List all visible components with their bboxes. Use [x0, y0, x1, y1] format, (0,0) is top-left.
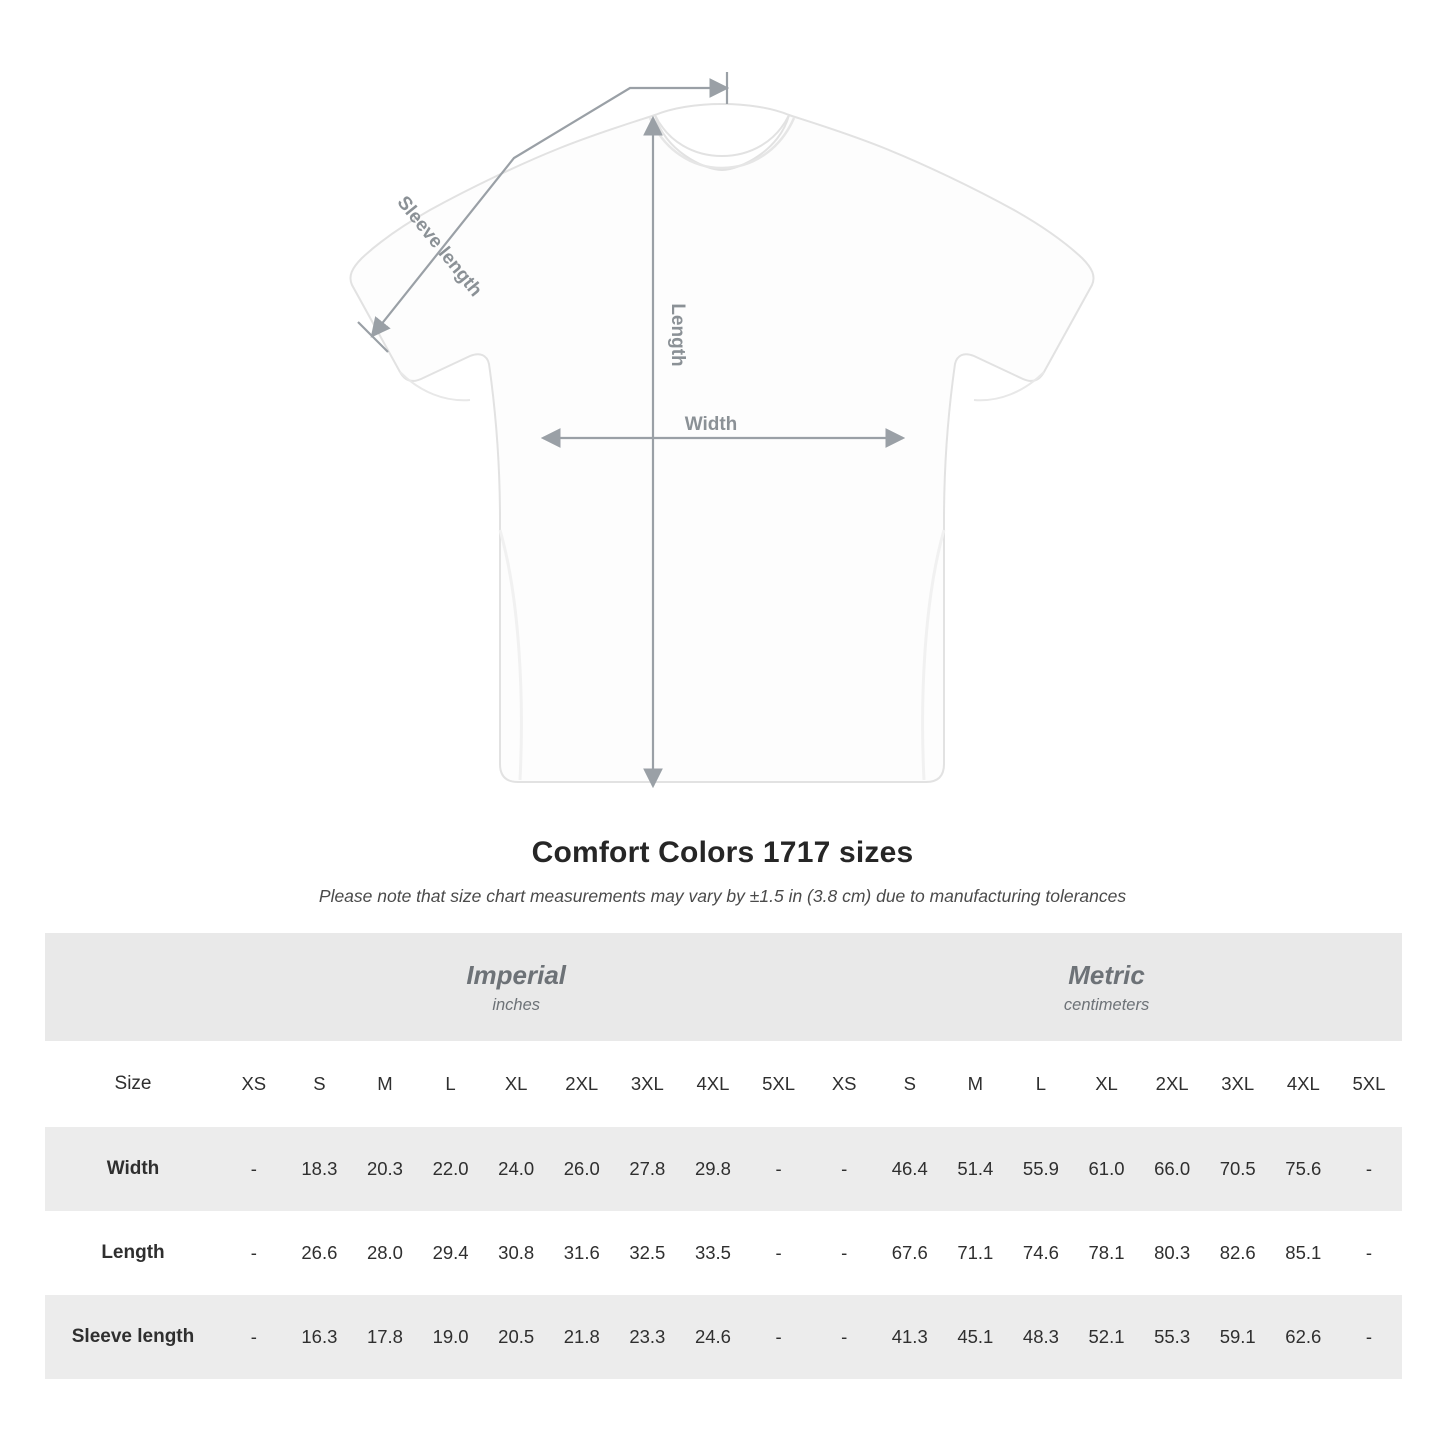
cell-value: 46.4 [877, 1127, 943, 1211]
size-header-cell: 2XL [549, 1041, 615, 1127]
cell-value: 66.0 [1139, 1127, 1205, 1211]
cell-value: 23.3 [615, 1295, 681, 1379]
unit-group-imperial-title: Imperial [466, 960, 567, 991]
cell-value: - [221, 1295, 287, 1379]
cell-value: - [1336, 1211, 1402, 1295]
size-table-wrapper [45, 933, 1400, 1379]
cell-value: 31.6 [549, 1211, 615, 1295]
row-label-sleeve-length: Sleeve length [45, 1295, 221, 1379]
chart-title: Comfort Colors 1717 sizes [531, 836, 914, 869]
size-table [45, 933, 1402, 1379]
cell-value: 28.0 [352, 1211, 418, 1295]
size-header-cell: 3XL [615, 1041, 681, 1127]
unit-group-metric [811, 933, 1401, 1041]
size-header-cell: 2XL [1139, 1041, 1205, 1127]
cell-value: 17.8 [352, 1295, 418, 1379]
cell-value: - [746, 1127, 812, 1211]
cell-value: 45.1 [943, 1295, 1009, 1379]
row-label-header: Size [45, 1041, 221, 1127]
cell-value: 78.1 [1074, 1211, 1140, 1295]
width-label: Width [684, 414, 738, 435]
size-header-cell: XS [811, 1041, 877, 1127]
cell-value: 67.6 [877, 1211, 943, 1295]
cell-value: 19.0 [418, 1295, 484, 1379]
cell-value: - [1336, 1295, 1402, 1379]
cell-value: 18.3 [287, 1127, 353, 1211]
cell-value: 22.0 [418, 1127, 484, 1211]
cell-value: 33.5 [680, 1211, 746, 1295]
table-row [45, 1211, 1402, 1295]
row-label-length: Length [45, 1211, 221, 1295]
cell-value: 26.6 [287, 1211, 353, 1295]
cell-value: 75.6 [1271, 1127, 1337, 1211]
unit-group-imperial [221, 933, 811, 1041]
unit-spacer-cell [45, 933, 221, 1041]
cell-value: - [1336, 1127, 1402, 1211]
sleeve-length-label: Sleeve length [392, 192, 486, 301]
size-header-cell: XL [1074, 1041, 1140, 1127]
length-label: Length [667, 303, 688, 367]
size-header-cell: XS [221, 1041, 287, 1127]
chart-note: Please note that size chart measurements may vary by ±1.5 in (3.8 cm) due to manufacturing tolerances [318, 886, 1127, 906]
table-row [45, 1295, 1402, 1379]
heading-block [0, 836, 1445, 907]
size-header-cell: 4XL [680, 1041, 746, 1127]
cell-value: - [221, 1127, 287, 1211]
cell-value: 24.0 [483, 1127, 549, 1211]
cell-value: - [746, 1295, 812, 1379]
cell-value: 32.5 [615, 1211, 681, 1295]
unit-group-metric-title: Metric [1068, 960, 1145, 991]
cell-value: 16.3 [287, 1295, 353, 1379]
cell-value: 82.6 [1205, 1211, 1271, 1295]
cell-value: - [811, 1211, 877, 1295]
size-header-cell: 5XL [1336, 1041, 1402, 1127]
cell-value: 55.3 [1139, 1295, 1205, 1379]
cell-value: 70.5 [1205, 1127, 1271, 1211]
cell-value: 29.8 [680, 1127, 746, 1211]
cell-value: 85.1 [1271, 1211, 1337, 1295]
cell-value: 51.4 [943, 1127, 1009, 1211]
cell-value: 59.1 [1205, 1295, 1271, 1379]
cell-value: - [746, 1211, 812, 1295]
size-header-cell: M [943, 1041, 1009, 1127]
size-header-cell: L [1008, 1041, 1074, 1127]
cell-value: 48.3 [1008, 1295, 1074, 1379]
size-header-cell: 3XL [1205, 1041, 1271, 1127]
unit-group-imperial-sub: inches [492, 995, 541, 1014]
tshirt-shape [350, 104, 1093, 782]
cell-value: 29.4 [418, 1211, 484, 1295]
cell-value: - [811, 1295, 877, 1379]
cell-value: 26.0 [549, 1127, 615, 1211]
size-header-cell: S [877, 1041, 943, 1127]
cell-value: 27.8 [615, 1127, 681, 1211]
cell-value: 52.1 [1074, 1295, 1140, 1379]
cell-value: 55.9 [1008, 1127, 1074, 1211]
size-header-cell: M [352, 1041, 418, 1127]
size-header-cell: 4XL [1271, 1041, 1337, 1127]
size-header-cell: S [287, 1041, 353, 1127]
cell-value: - [221, 1211, 287, 1295]
cell-value: 20.3 [352, 1127, 418, 1211]
cell-value: 61.0 [1074, 1127, 1140, 1211]
table-row [45, 1127, 1402, 1211]
cell-value: 24.6 [680, 1295, 746, 1379]
cell-value: 71.1 [943, 1211, 1009, 1295]
row-label-width: Width [45, 1127, 221, 1211]
cell-value: 20.5 [483, 1295, 549, 1379]
cell-value: 74.6 [1008, 1211, 1074, 1295]
size-header-cell: XL [483, 1041, 549, 1127]
cell-value: 62.6 [1271, 1295, 1337, 1379]
size-header-cell: L [418, 1041, 484, 1127]
unit-header-row [45, 933, 1402, 1041]
cell-value: 80.3 [1139, 1211, 1205, 1295]
cell-value: 41.3 [877, 1295, 943, 1379]
size-header-cell: 5XL [746, 1041, 812, 1127]
unit-group-metric-sub: centimeters [1063, 995, 1150, 1014]
size-header-row [45, 1041, 1402, 1127]
cell-value: 21.8 [549, 1295, 615, 1379]
cell-value: - [811, 1127, 877, 1211]
cell-value: 30.8 [483, 1211, 549, 1295]
